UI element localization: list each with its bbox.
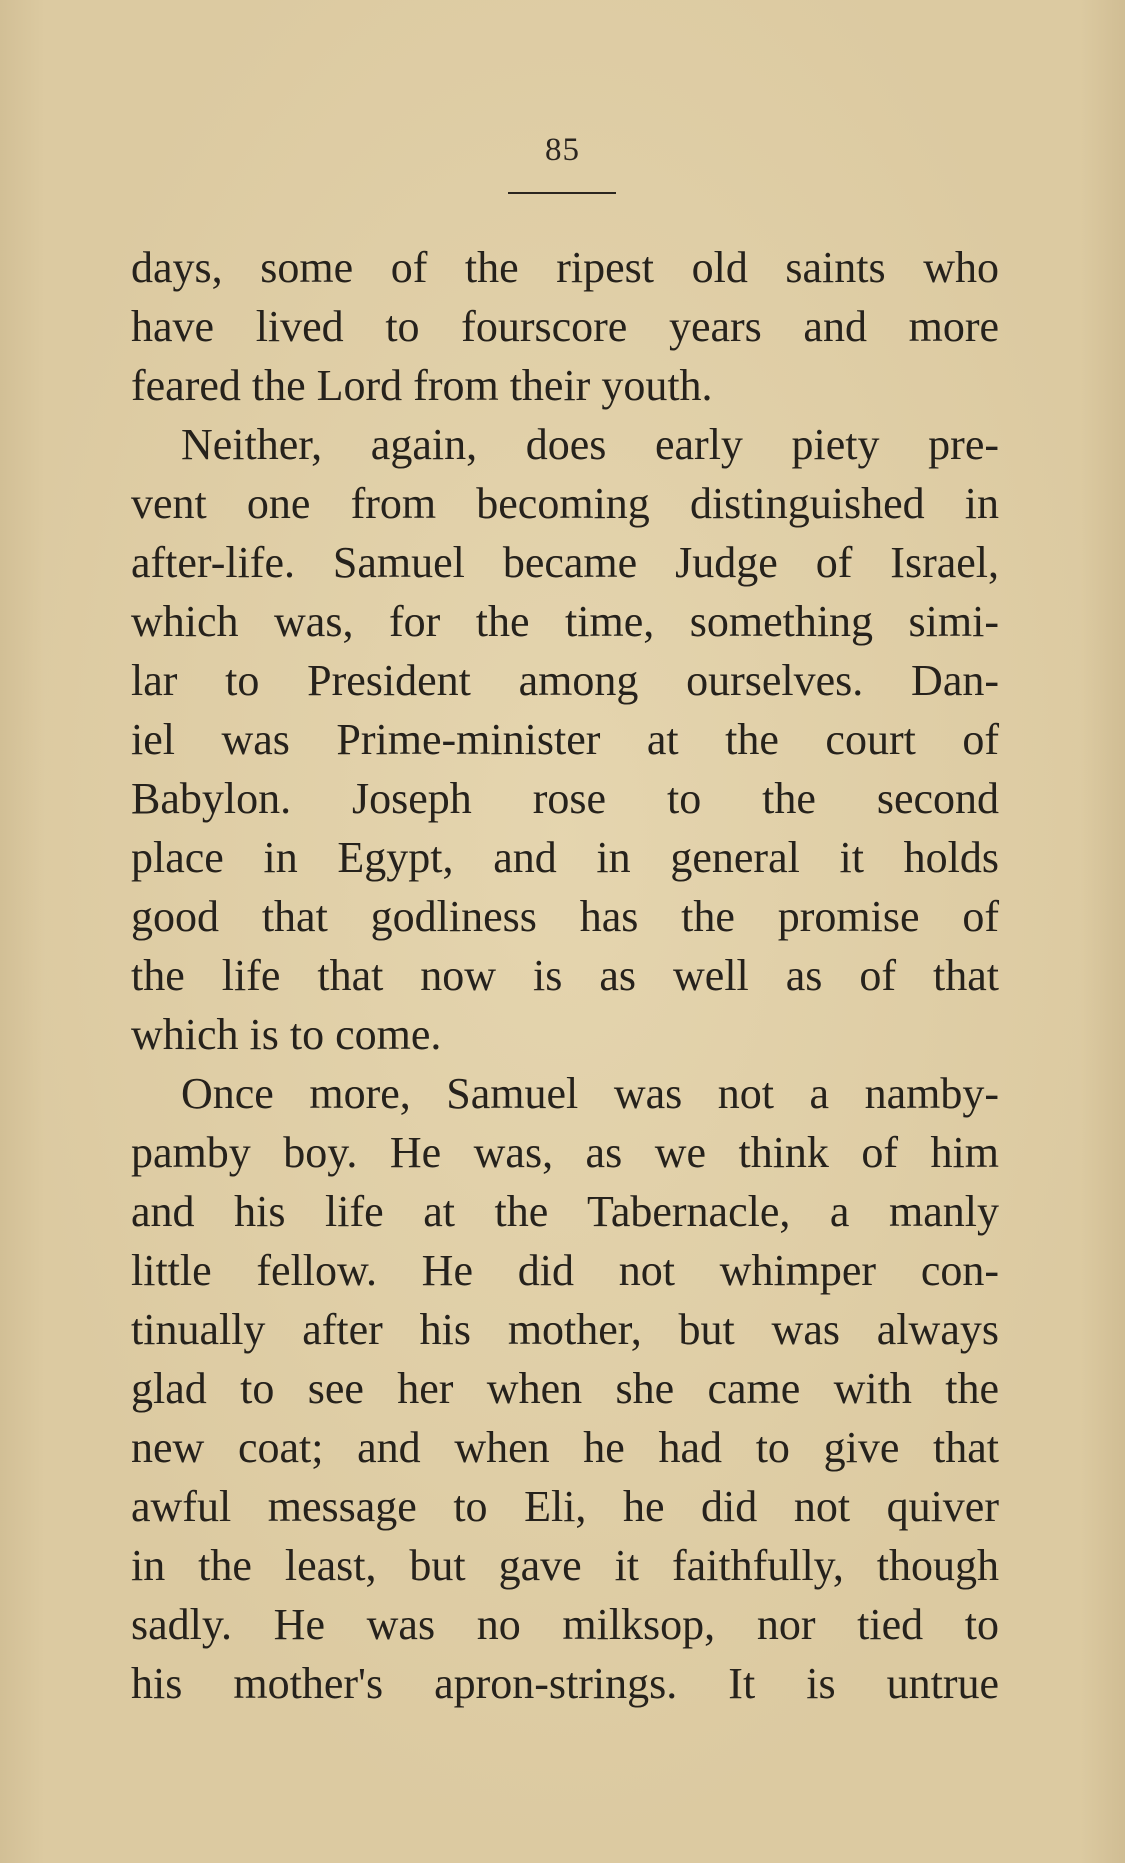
- text-line: feared the Lord from their youth.: [131, 361, 713, 410]
- text-line: have lived to fourscore years and more: [131, 302, 999, 351]
- text-line: sadly. He was no milksop, nor tied to: [131, 1600, 999, 1649]
- text-line: lar to President among ourselves. Dan-: [131, 656, 999, 705]
- text-line: Once more, Samuel was not a namby-: [181, 1069, 999, 1118]
- text-line: awful message to Eli, he did not quiver: [131, 1482, 999, 1531]
- text-line: new coat; and when he had to give that: [131, 1423, 999, 1472]
- text-line: which was, for the time, something simi-: [131, 597, 999, 646]
- text-line: Babylon. Joseph rose to the second: [131, 774, 999, 823]
- page-number-rule: [508, 192, 616, 194]
- text-line: vent one from becoming distinguished in: [131, 479, 999, 528]
- body-text: [131, 238, 999, 1713]
- text-line: good that godliness has the promise of: [131, 892, 999, 941]
- text-line: pamby boy. He was, as we think of him: [131, 1128, 999, 1177]
- text-line: his mother's apron-strings. It is untrue: [131, 1659, 999, 1708]
- text-line: glad to see her when she came with the: [131, 1364, 999, 1413]
- text-line: in the least, but gave it faithfully, though: [131, 1541, 999, 1590]
- text-line: after-life. Samuel became Judge of Israel,: [131, 538, 999, 587]
- text-line: little fellow. He did not whimper con-: [131, 1246, 999, 1295]
- page-number: 85: [545, 132, 580, 168]
- text-line: iel was Prime-minister at the court of: [131, 715, 999, 764]
- text-line: and his life at the Tabernacle, a manly: [131, 1187, 999, 1236]
- text-line: which is to come.: [131, 1010, 442, 1059]
- text-line: tinually after his mother, but was always: [131, 1305, 999, 1354]
- text-line: place in Egypt, and in general it holds: [131, 833, 999, 882]
- text-line: Neither, again, does early piety pre-: [181, 420, 999, 469]
- text-line: the life that now is as well as of that: [131, 951, 999, 1000]
- text-line: days, some of the ripest old saints who: [131, 243, 999, 292]
